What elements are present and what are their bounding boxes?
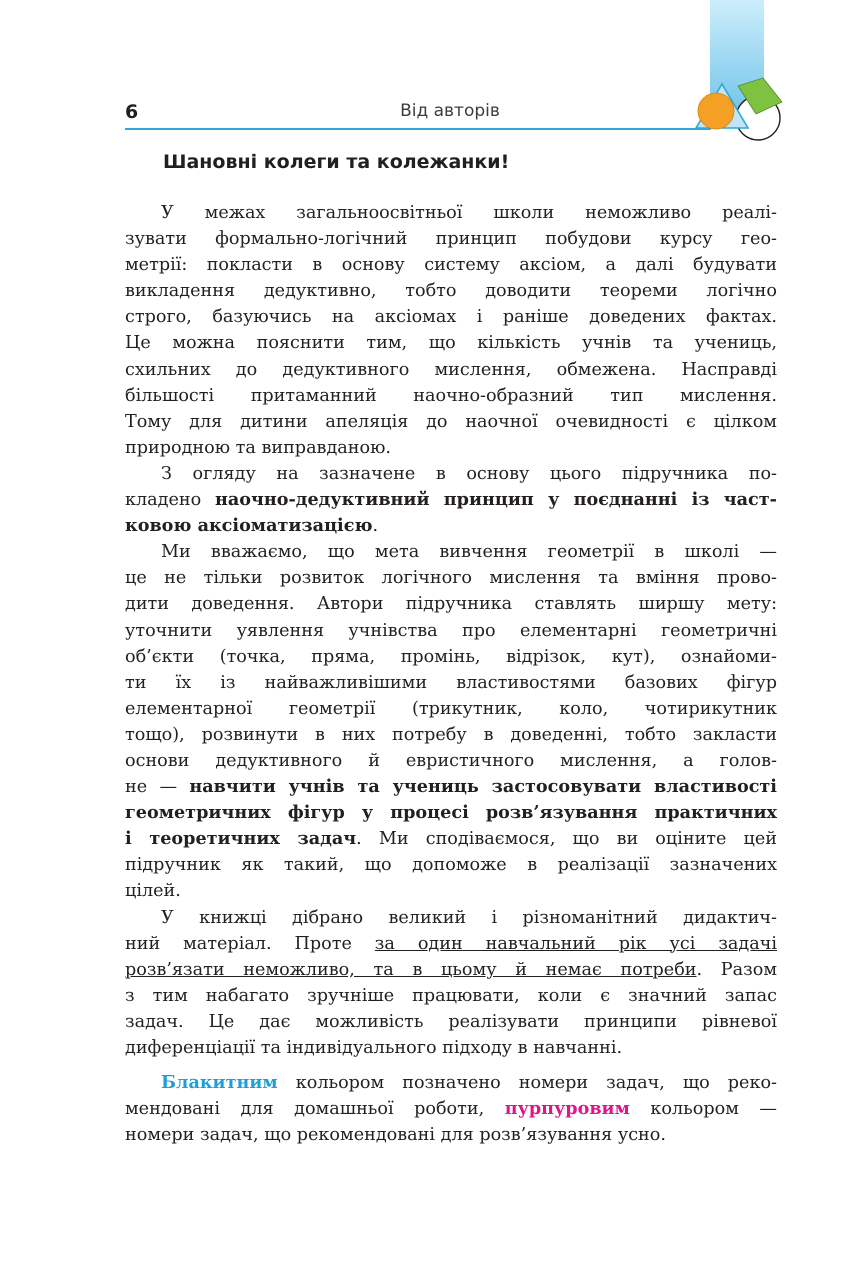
text-line: підручник як такий, що допоможе в реалізації зазначених bbox=[125, 855, 777, 876]
underlined-text: розв’язати неможливо, та в цьому й немає потреби bbox=[125, 959, 697, 980]
paragraph-3 bbox=[125, 539, 777, 904]
paragraph-4 bbox=[125, 905, 777, 1062]
text-line: ковою аксіоматизацією. bbox=[125, 515, 379, 537]
text-line: тощо), розвинути в них потребу в доведенні, тобто закласти bbox=[125, 724, 777, 745]
text-line: Тому для дитини апеляція до наочної очевидності є цілком bbox=[125, 411, 777, 432]
text-line: викладення дедуктивно, тобто доводити теореми логічно bbox=[125, 281, 777, 302]
text-line: уточнити уявлення учнівства про елементарні геометричні bbox=[125, 620, 777, 641]
bold-text: навчити учнів та учениць застосовувати властивості bbox=[189, 776, 777, 798]
text-line: і теоретичних задач. Ми сподіваємося, що ви оціните цей bbox=[125, 828, 777, 850]
text-line bbox=[125, 800, 777, 826]
text-line: ний матеріал. Проте за один навчальний рік усі задачі bbox=[125, 933, 777, 954]
text-line: З огляду на зазначене в основу цього підручника по- bbox=[161, 463, 777, 484]
text-line: Це можна пояснити тим, що кількість учнів та учениць, bbox=[125, 333, 777, 354]
orange-circle-icon bbox=[698, 93, 734, 129]
text-line: У межах загальноосвітньої школи неможливо реалі- bbox=[161, 203, 777, 223]
text-line: Ми вважаємо, що мета вивчення геометрії в школі — bbox=[161, 542, 777, 563]
text-line: строго, базуючись на аксіомах і раніше доведених фактах. bbox=[125, 307, 777, 328]
text-line: об’єкти (точка, пряма, промінь, відрізок, кут), ознайоми- bbox=[125, 646, 777, 667]
underlined-text: за один навчальний рік усі задачі bbox=[374, 933, 777, 954]
text-line: природною та виправданою. bbox=[125, 437, 392, 458]
paragraph-5 bbox=[125, 1070, 777, 1148]
bold-text: геометричних фігур у процесі розв’язування практичних bbox=[125, 802, 777, 824]
page-number: 6 bbox=[125, 101, 139, 123]
text-line: диференціації та індивідуального підходу в навчанні. bbox=[125, 1038, 623, 1058]
header-rule bbox=[125, 128, 711, 130]
text-line: дити доведення. Автори підручника ставлять ширшу мету: bbox=[125, 594, 777, 615]
geometric-shapes-icon bbox=[690, 70, 790, 150]
text-line: схильних до дедуктивного мислення, обмежена. Насправді bbox=[125, 359, 777, 380]
bold-text: ковою аксіоматизацією bbox=[125, 515, 373, 537]
text-line: задач. Це дає можливість реалізувати принципи рівневої bbox=[125, 1011, 777, 1032]
text-line: елементарної геометрії (трикутник, коло, чотирикутник bbox=[125, 698, 777, 719]
text-line: це не тільки розвиток логічного мислення та вміння прово- bbox=[125, 568, 777, 589]
text-line: розв’язати неможливо, та в цьому й немає потреби. Разом bbox=[125, 959, 778, 980]
text-line: цілей. bbox=[125, 881, 181, 902]
text-line: метрії: покласти в основу систему аксіом, а далі будувати bbox=[125, 255, 777, 276]
text-line: зувати формально-логічний принцип побудови курсу гео- bbox=[125, 229, 777, 250]
text-line: номери задач, що рекомендовані для розв’язування усно. bbox=[125, 1125, 666, 1146]
body-text bbox=[125, 200, 777, 1148]
text-line: ти їх із найважливішими властивостями базових фігур bbox=[125, 672, 777, 693]
magenta-keyword: пурпуровим bbox=[504, 1098, 630, 1120]
paragraph-2 bbox=[125, 461, 777, 539]
text-line: більшості притаманний наочно-образний тип мислення. bbox=[125, 385, 777, 406]
bold-text: наочно-дедуктивний принцип у поєднанні із част- bbox=[214, 489, 777, 511]
text-line: У книжці дібрано великий і різноманітний дидактич- bbox=[161, 907, 777, 928]
text-line: мендовані для домашньої роботи, пурпуровим кольором — bbox=[125, 1098, 777, 1120]
heading: Шановні колеги та колежанки! bbox=[163, 151, 510, 173]
text-line: основи дедуктивного й евристичного мислення, а голов- bbox=[125, 750, 777, 771]
blue-keyword: Блакитним bbox=[161, 1072, 278, 1094]
running-title: Від авторів bbox=[400, 101, 500, 121]
text-line: не — навчити учнів та учениць застосовувати властивості bbox=[125, 776, 777, 798]
bold-text: і теоретичних задач bbox=[125, 828, 357, 850]
paragraph-1 bbox=[125, 200, 777, 461]
text-line: Блакитним кольором позначено номери задач, що реко- bbox=[161, 1072, 777, 1094]
text-line: кладено наочно-дедуктивний принцип у поєднанні із част- bbox=[125, 489, 777, 511]
text-line: з тим набагато зручніше працювати, коли є значний запас bbox=[125, 985, 777, 1006]
